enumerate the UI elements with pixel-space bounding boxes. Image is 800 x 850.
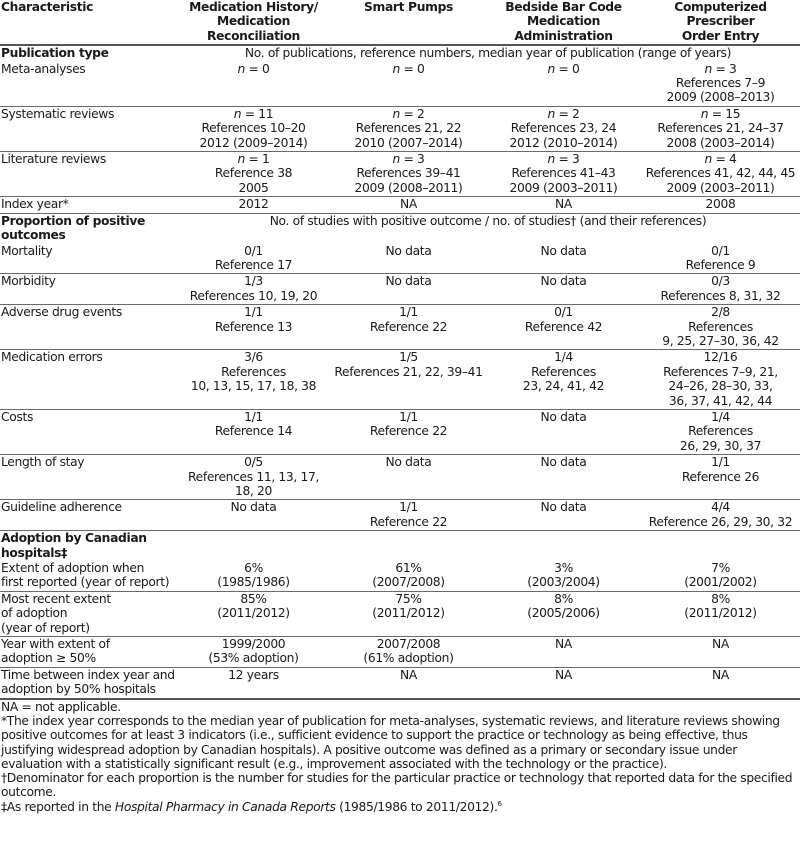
cell-line: Year with extent of — [1, 637, 110, 652]
cell-line: first reported (year of report) — [1, 575, 170, 590]
header-cpoe — [641, 0, 800, 45]
table-cell — [176, 561, 331, 591]
n-value: = 0 — [399, 61, 425, 76]
table-cell — [641, 197, 800, 213]
cell-line: (2005/2006) — [527, 606, 600, 621]
table-row-index-year — [0, 197, 800, 213]
cell-line: adoption by 50% hospitals — [1, 682, 156, 697]
table-cell — [641, 561, 800, 591]
table-cell — [331, 106, 486, 151]
row-label — [0, 637, 176, 668]
n-value: = 3 — [399, 152, 425, 167]
footnote-source-ref: 6 — [497, 799, 502, 808]
table-cell — [176, 305, 331, 350]
cell-line: Reference 42 — [524, 319, 603, 334]
table-cell — [176, 637, 331, 668]
row-label: Index year* — [0, 197, 176, 213]
table-cell — [641, 455, 800, 500]
cell-line: 24–26, 28–30, 33, — [668, 379, 773, 394]
cell-line: 26, 29, 30, 37 — [679, 438, 762, 453]
table-cell — [176, 274, 331, 305]
table-cell — [486, 244, 641, 274]
cell-line: Reference 26, 29, 30, 32 — [648, 514, 793, 529]
cell-line: 2005 — [238, 180, 269, 195]
footnote-index-year: *The index year corresponds to the median year of publication for meta-analyses, systematic reviews, and literature reviews showing positive outcomes for at least 3 indicators (i.e., sufficient evidence to support the practice or technology as being effective, thus justifying widespread adoption by Canadian hospitals). A positive outcome was defined as a primary or secondary issue under evaluation with a statistically significant result (e.g., improvement associated with the technology or the practice). — [1, 713, 780, 771]
table-cell — [331, 305, 486, 350]
cell-line: Bedside Bar Code — [505, 0, 622, 14]
cell-line: 1999/2000 — [221, 637, 286, 652]
cell-line: Reference 17 — [214, 257, 293, 272]
cell-line: References 7–9 — [675, 76, 766, 91]
cell-line: Reference 13 — [214, 319, 293, 334]
footnote-denominator: †Denominator for each proportion is the number for studies for the particular practice or technology that reported data for the specified outcome. — [1, 771, 793, 800]
cell-line: Reference 26 — [681, 469, 760, 484]
cell-line: 10, 13, 15, 17, 18, 38 — [190, 379, 317, 394]
table-cell — [331, 637, 486, 668]
cell-line: (2001/2002) — [684, 575, 757, 590]
table-cell — [331, 244, 486, 274]
cell-line: 1/1 — [399, 305, 418, 320]
cell-line: References — [688, 319, 753, 334]
table-cell — [331, 455, 486, 500]
table-cell — [331, 197, 486, 213]
cell-line: 1/4 — [711, 409, 730, 424]
section-subtitle — [176, 531, 800, 561]
row-label: Mortality — [0, 244, 176, 274]
cell-line: No data — [540, 243, 587, 258]
cell-line: Medication History/ — [189, 0, 318, 14]
table-cell — [176, 152, 331, 197]
cell-line: adoption ≥ 50% — [1, 651, 96, 666]
n-value: = 15 — [708, 106, 741, 121]
cell-line: 2009 (2003–2011) — [666, 180, 775, 195]
publication-count — [486, 152, 641, 166]
n-symbol: n — [704, 152, 712, 167]
cell-line: No data — [540, 274, 587, 289]
table-cell — [331, 350, 486, 410]
table-row-most-recent — [0, 591, 800, 636]
cell-line: (2011/2012) — [217, 606, 290, 621]
cell-line: 36, 37, 41, 42, 44 — [668, 393, 773, 408]
table-cell — [641, 500, 800, 531]
cell-line: References 11, 13, 17, — [187, 469, 320, 484]
header-characteristic: Characteristic — [1, 0, 94, 14]
cell-line: 6% — [244, 561, 263, 576]
table-cell — [486, 455, 641, 500]
table-cell — [331, 152, 486, 197]
footnote-source-prefix: ‡As reported in the — [1, 799, 115, 814]
cell-line: 1/4 — [554, 350, 573, 365]
table-cell — [331, 500, 486, 531]
table-cell — [641, 152, 800, 197]
publication-count — [486, 107, 641, 121]
cell-line: References 39–41 — [356, 166, 461, 181]
header-smart-pumps — [331, 0, 486, 45]
row-label: Systematic reviews — [0, 106, 176, 151]
publication-count — [176, 152, 331, 166]
row-label — [0, 591, 176, 636]
cell-line: References 10–20 — [201, 121, 306, 136]
table-cell — [486, 591, 641, 636]
cell-line: No data — [385, 243, 432, 258]
row-label: Morbidity — [0, 274, 176, 305]
table-cell — [641, 244, 800, 274]
cell-line: 1/1 — [711, 455, 730, 470]
table-cell — [331, 274, 486, 305]
cell-line: NA — [400, 197, 417, 212]
cell-line: 2012 (2009–2014) — [199, 135, 308, 150]
row-label: Costs — [0, 409, 176, 454]
cell-line: Prescriber — [686, 14, 755, 29]
table-cell — [176, 409, 331, 454]
header-row — [0, 0, 800, 45]
cell-line: Reference 22 — [369, 424, 448, 439]
table-cell — [641, 274, 800, 305]
cell-line: 2008 (2003–2014) — [666, 135, 775, 150]
table-row-time-between — [0, 667, 800, 698]
n-symbol: n — [392, 152, 400, 167]
cell-line: 2/8 — [711, 305, 730, 320]
row-label: Literature reviews — [0, 152, 176, 197]
publication-count — [176, 107, 331, 121]
section-title — [0, 213, 176, 243]
table-row-los — [0, 455, 800, 500]
cell-line: References 7–9, 21, — [663, 364, 778, 379]
cell-line: References 23, 24 — [510, 121, 617, 136]
table-cell — [176, 591, 331, 636]
section-title — [0, 531, 176, 561]
cell-line: NA — [555, 637, 572, 652]
cell-line: 0/5 — [244, 455, 263, 470]
cell-line: 1/1 — [399, 500, 418, 515]
cell-line: NA — [400, 667, 417, 682]
publication-count — [331, 152, 486, 166]
cell-line: Time between index year and — [1, 667, 175, 682]
cell-line: (2011/2012) — [684, 606, 757, 621]
cell-line: 2009 (2008–2013) — [666, 90, 775, 105]
table-cell — [641, 667, 800, 698]
cell-line: hospitals‡ — [1, 545, 67, 560]
row-label: Medication errors — [0, 350, 176, 410]
table-row-med-errors — [0, 350, 800, 410]
cell-line: Medication — [217, 14, 290, 29]
table-row-ade — [0, 305, 800, 350]
footnote-na: NA = not applicable. — [1, 699, 121, 714]
n-symbol: n — [547, 61, 555, 76]
cell-line: No data — [540, 409, 587, 424]
cell-line: References 21, 22 — [355, 121, 462, 136]
table-footnotes — [0, 700, 800, 814]
table-cell — [176, 106, 331, 151]
table-cell — [641, 637, 800, 668]
cell-line: 61% — [395, 561, 422, 576]
n-value: = 0 — [554, 61, 580, 76]
cell-line: References 10, 19, 20 — [189, 288, 318, 303]
cell-line: 2007/2008 — [376, 637, 441, 652]
table-row-first-reported — [0, 561, 800, 591]
table-cell — [486, 152, 641, 197]
table-cell — [176, 244, 331, 274]
table-cell — [486, 561, 641, 591]
cell-line: Extent of adoption when — [1, 561, 145, 576]
publication-count — [176, 62, 331, 76]
n-value: = 0 — [244, 61, 270, 76]
cell-line: NA — [712, 637, 729, 652]
n-symbol: n — [704, 61, 712, 76]
cell-line: No data — [230, 500, 277, 515]
cell-line: Most recent extent — [1, 591, 111, 606]
cell-line: References 21, 22, 39–41 — [334, 364, 483, 379]
table-cell — [486, 274, 641, 305]
cell-line: 1/5 — [399, 350, 418, 365]
table-cell — [486, 305, 641, 350]
cell-line: 2009 (2008–2011) — [354, 180, 463, 195]
table-row-costs — [0, 409, 800, 454]
cell-line: NA — [712, 667, 729, 682]
n-value: = 2 — [399, 106, 425, 121]
header-bar-code — [486, 0, 641, 45]
footnote-source-suffix: (1985/1986 to 2011/2012). — [335, 799, 498, 814]
publication-count — [331, 107, 486, 121]
n-symbol: n — [233, 106, 242, 121]
footnote-source — [1, 800, 800, 814]
table-cell — [486, 500, 641, 531]
cell-line: NA — [555, 667, 572, 682]
table-row-morbidity — [0, 274, 800, 305]
row-label: Length of stay — [0, 455, 176, 500]
table-row-meta — [0, 62, 800, 107]
table-row-mortality — [0, 244, 800, 274]
n-symbol: n — [392, 106, 400, 121]
cell-line: References 41, 42, 44, 45 — [645, 166, 796, 181]
cell-line: 3/6 — [244, 350, 263, 365]
table-cell — [331, 561, 486, 591]
table-cell — [486, 106, 641, 151]
cell-line: 7% — [711, 561, 730, 576]
table-cell — [176, 350, 331, 410]
table-cell — [486, 667, 641, 698]
n-value: = 2 — [554, 106, 580, 121]
cell-line: 2012 — [238, 197, 269, 212]
table-cell — [486, 62, 641, 107]
cell-line: Reference 9 — [685, 257, 756, 272]
cell-line: 8% — [711, 591, 730, 606]
table-row-systematic — [0, 106, 800, 151]
table-cell — [486, 350, 641, 410]
publication-count — [331, 62, 486, 76]
footnote-source-title: Hospital Pharmacy in Canada Reports — [114, 799, 336, 814]
section-positive-outcomes — [0, 213, 800, 243]
cell-line: References 41–43 — [511, 166, 616, 181]
cell-line: Proportion of positive — [1, 213, 146, 228]
cell-line: NA — [555, 197, 572, 212]
cell-line: Reference 14 — [214, 424, 293, 439]
publication-count — [641, 152, 800, 166]
cell-line: 9, 25, 27–30, 36, 42 — [662, 333, 779, 348]
table-cell — [331, 409, 486, 454]
publication-count — [641, 62, 800, 76]
cell-line: (53% adoption) — [208, 651, 299, 666]
cell-line: 18, 20 — [234, 484, 272, 498]
cell-line: (year of report) — [1, 620, 90, 635]
n-value: = 3 — [554, 152, 580, 167]
table-cell — [641, 106, 800, 151]
cell-line: 0/1 — [554, 305, 573, 320]
table-row-guideline — [0, 500, 800, 531]
cell-line: 8% — [554, 591, 573, 606]
cell-line: 2012 (2010–2014) — [509, 135, 618, 150]
table-cell — [486, 197, 641, 213]
cell-line: Administration — [514, 28, 613, 43]
cell-line: References 8, 31, 32 — [660, 288, 781, 303]
cell-line: No data — [385, 455, 432, 470]
cell-line: Reference 22 — [369, 319, 448, 334]
section-subtitle: No. of studies with positive outcome / no. of studies† (and their references) — [269, 213, 707, 228]
n-symbol: n — [237, 61, 245, 76]
n-symbol: n — [237, 152, 245, 167]
cell-line: References — [688, 424, 753, 439]
section-publication-type — [0, 45, 800, 61]
cell-line: 0/1 — [711, 243, 730, 258]
cell-line: Order Entry — [681, 28, 760, 43]
cell-line: Adoption by Canadian — [1, 531, 147, 546]
table-cell — [176, 62, 331, 107]
section-subtitle: No. of publications, reference numbers, median year of publication (range of years) — [244, 46, 732, 61]
n-value: = 3 — [711, 61, 737, 76]
section-adoption — [0, 531, 800, 561]
cell-line: 1/1 — [244, 305, 263, 320]
table-cell — [331, 62, 486, 107]
cell-line: 85% — [240, 591, 267, 606]
table-row-literature — [0, 152, 800, 197]
n-symbol: n — [547, 106, 555, 121]
cell-line: (2011/2012) — [372, 606, 445, 621]
table-cell — [486, 409, 641, 454]
cell-line: 4/4 — [711, 500, 730, 515]
section-title: Publication type — [1, 46, 109, 61]
table-cell — [641, 305, 800, 350]
n-value: = 11 — [241, 106, 274, 121]
n-value: = 1 — [244, 152, 270, 167]
cell-line: References — [531, 364, 596, 379]
cell-line: 2010 (2007–2014) — [354, 135, 463, 150]
cell-line: No data — [540, 455, 587, 470]
n-symbol: n — [700, 106, 709, 121]
table-cell — [176, 667, 331, 698]
table-cell — [176, 500, 331, 531]
header-med-history — [176, 0, 331, 45]
cell-line: 1/3 — [244, 274, 263, 289]
cell-line: Computerized — [674, 0, 767, 14]
cell-line: outcomes — [1, 228, 66, 243]
cell-line: 1/1 — [244, 409, 263, 424]
cell-line: of adoption — [1, 606, 68, 621]
cell-line: 3% — [554, 561, 573, 576]
n-value: = 4 — [711, 152, 737, 167]
row-label: Adverse drug events — [0, 305, 176, 350]
cell-line: 12/16 — [703, 350, 738, 365]
cell-line: Reconciliation — [207, 28, 300, 43]
row-label: Meta-analyses — [0, 62, 176, 107]
table-cell — [641, 591, 800, 636]
cell-line: References — [221, 364, 286, 379]
cell-line: Reference 38 — [214, 166, 293, 181]
table-cell — [176, 455, 331, 500]
table-cell — [331, 667, 486, 698]
table-cell — [331, 591, 486, 636]
cell-line: 23, 24, 41, 42 — [522, 379, 605, 394]
cell-line: No data — [385, 274, 432, 289]
cell-line: Medication — [527, 14, 600, 29]
cell-line: 2008 — [705, 197, 736, 212]
cell-line: References 21, 24–37 — [657, 121, 784, 136]
cell-line: (61% adoption) — [363, 651, 454, 666]
table-cell — [486, 637, 641, 668]
table-row-year-50 — [0, 637, 800, 668]
row-label — [0, 667, 176, 698]
publication-count — [486, 62, 641, 76]
cell-line: 2009 (2003–2011) — [509, 180, 618, 195]
table-cell — [641, 350, 800, 410]
cell-line: (2007/2008) — [372, 575, 445, 590]
cell-line: 12 years — [228, 667, 279, 682]
table-cell — [176, 197, 331, 213]
cell-line: (2003/2004) — [527, 575, 600, 590]
publication-count — [641, 107, 800, 121]
table-cell — [641, 62, 800, 107]
cell-line: 1/1 — [399, 409, 418, 424]
cell-line: No data — [540, 500, 587, 515]
table-cell — [641, 409, 800, 454]
n-symbol: n — [547, 152, 555, 167]
cell-line: 0/3 — [711, 274, 730, 289]
row-label: Guideline adherence — [0, 500, 176, 531]
cell-line: Smart Pumps — [363, 0, 454, 14]
row-label — [0, 561, 176, 591]
n-symbol: n — [392, 61, 400, 76]
cell-line: Reference 22 — [369, 514, 448, 529]
cell-line: (1985/1986) — [217, 575, 290, 590]
cell-line: 0/1 — [244, 243, 263, 258]
cell-line: 75% — [395, 591, 422, 606]
